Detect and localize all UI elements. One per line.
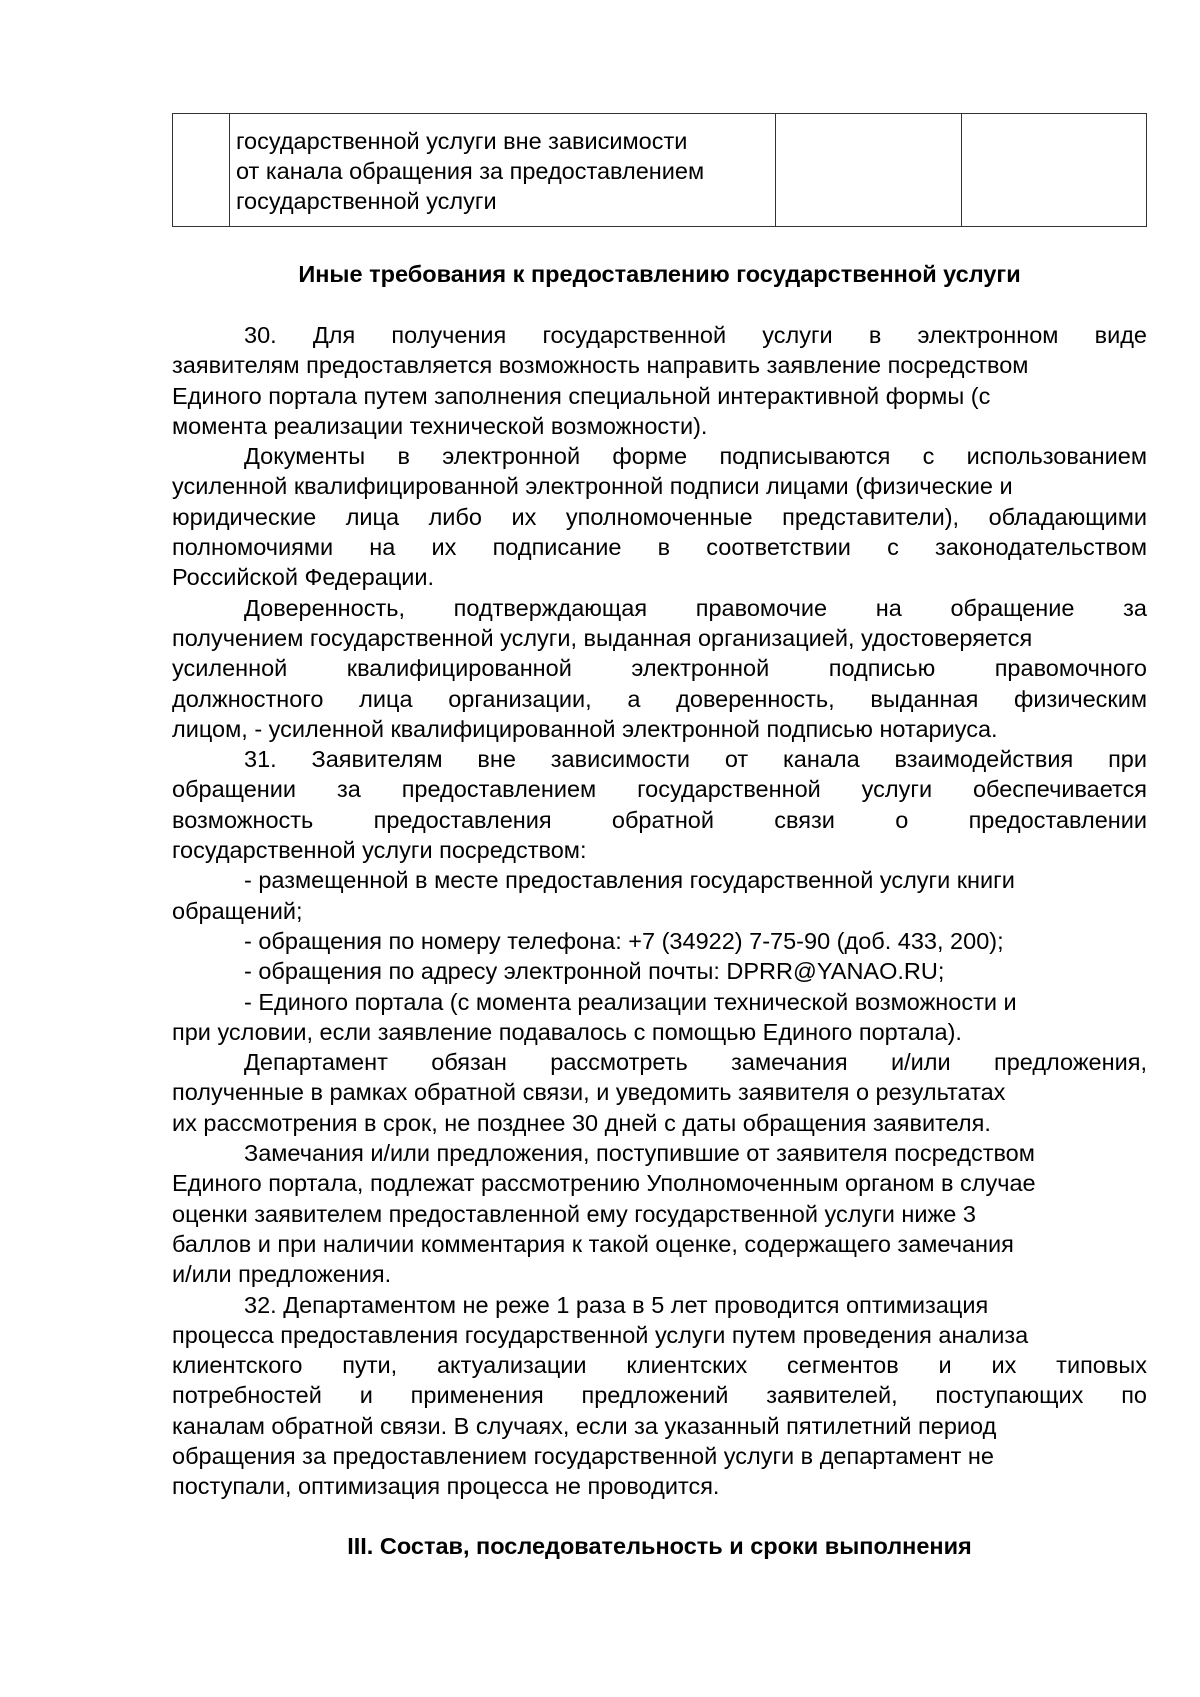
- table-cell-line: государственной услуги: [236, 188, 497, 214]
- paragraph-line: оценки заявителем предоставленной ему государственной услуги ниже 3: [172, 1200, 976, 1227]
- paragraph-line: государственной услуги посредством:: [172, 837, 587, 864]
- paragraph-line: - обращения по адресу электронной почты: DPRR@YANAO.RU;: [244, 958, 945, 985]
- table-cell-description: [230, 114, 776, 227]
- paragraph-line: 30. Для получения государственной услуги в электронном виде: [244, 322, 1147, 348]
- paragraph-line: заявителям предоставляется возможность направить заявление посредством: [172, 352, 1029, 379]
- paragraph-line: - Единого портала (с момента реализации технической возможности и: [244, 988, 1017, 1015]
- paragraph-line: обращений;: [172, 897, 303, 924]
- paragraph-line: - обращения по номеру телефона: +7 (34922) 7-75-90 (доб. 433, 200);: [244, 927, 1004, 954]
- table-cell-line: государственной услуги вне зависимости: [236, 128, 688, 154]
- paragraph-line: поступали, оптимизация процесса не проводится.: [172, 1473, 720, 1500]
- requirements-table: [172, 113, 1147, 227]
- paragraph-line: должностного лица организации, а доверенность, выданная физическим: [172, 685, 1147, 712]
- section-heading: III. Состав, последовательность и сроки выполнения: [347, 1533, 972, 1559]
- paragraph-line: момента реализации технической возможности).: [172, 412, 708, 439]
- paragraph-line: Российской Федерации.: [172, 564, 435, 591]
- table-cell-value: [962, 114, 1147, 227]
- body-text: [172, 320, 1147, 1502]
- table-row: [173, 114, 1147, 227]
- paragraph-line: 31. Заявителям вне зависимости от канала взаимодействия при: [244, 746, 1147, 773]
- paragraph-line: Документы в электронной форме подписываются с использованием: [244, 443, 1147, 470]
- paragraph-line: процесса предоставления государственной услуги путем проведения анализа: [172, 1321, 1029, 1348]
- paragraph-line: полученные в рамках обратной связи, и уведомить заявителя о результатах: [172, 1079, 1006, 1106]
- paragraph-line: баллов и при наличии комментария к такой оценке, содержащего замечания: [172, 1230, 1014, 1257]
- paragraph-line: при условии, если заявление подавалось с помощью Единого портала).: [172, 1018, 962, 1045]
- paragraph-line: усиленной квалифицированной электронной подписью правомочного: [172, 655, 1147, 682]
- paragraph-line: Департамент обязан рассмотреть замечания и/или предложения,: [244, 1049, 1147, 1076]
- paragraph-line: 32. Департаментом не реже 1 раза в 5 лет проводится оптимизация: [244, 1291, 989, 1318]
- paragraph-line: Доверенность, подтверждающая правомочие на обращение за: [244, 594, 1147, 621]
- paragraph-line: Единого портала путем заполнения специальной интерактивной формы (с: [172, 382, 991, 409]
- paragraph-line: усиленной квалифицированной электронной подписи лицами (физические и: [172, 473, 1013, 500]
- paragraph-line: Единого портала, подлежат рассмотрению Уполномоченным органом в случае: [172, 1170, 1036, 1197]
- paragraph-line: каналам обратной связи. В случаях, если за указанный пятилетний период: [172, 1412, 997, 1439]
- paragraph-line: - размещенной в месте предоставления государственной услуги книги: [244, 867, 1015, 894]
- paragraph-line: лицом, - усиленной квалифицированной электронной подписью нотариуса.: [172, 715, 998, 742]
- section-heading: Иные требования к предоставлению государственной услуги: [298, 261, 1021, 287]
- table-cell-line: от канала обращения за предоставлением: [236, 158, 705, 184]
- paragraph-line: их рассмотрения в срок, не позднее 30 дней с даты обращения заявителя.: [172, 1109, 991, 1136]
- table-cell-number: [173, 114, 230, 227]
- paragraph-line: возможность предоставления обратной связи о предоставлении: [172, 806, 1147, 833]
- paragraph-line: клиентского пути, актуализации клиентских сегментов и их типовых: [172, 1352, 1147, 1379]
- paragraph-line: юридические лица либо их уполномоченные представители), обладающими: [172, 503, 1147, 530]
- paragraph-line: потребностей и применения предложений заявителей, поступающих по: [172, 1382, 1147, 1409]
- paragraph-line: получением государственной услуги, выданная организацией, удостоверяется: [172, 624, 1033, 651]
- paragraph-line: обращении за предоставлением государственной услуги обеспечивается: [172, 776, 1147, 803]
- paragraph-line: полномочиями на их подписание в соответствии с законодательством: [172, 534, 1147, 561]
- table-cell-value: [776, 114, 962, 227]
- paragraph-line: и/или предложения.: [172, 1261, 392, 1288]
- paragraph-line: обращения за предоставлением государственной услуги в департамент не: [172, 1442, 994, 1469]
- paragraph-line: Замечания и/или предложения, поступившие от заявителя посредством: [244, 1140, 1035, 1167]
